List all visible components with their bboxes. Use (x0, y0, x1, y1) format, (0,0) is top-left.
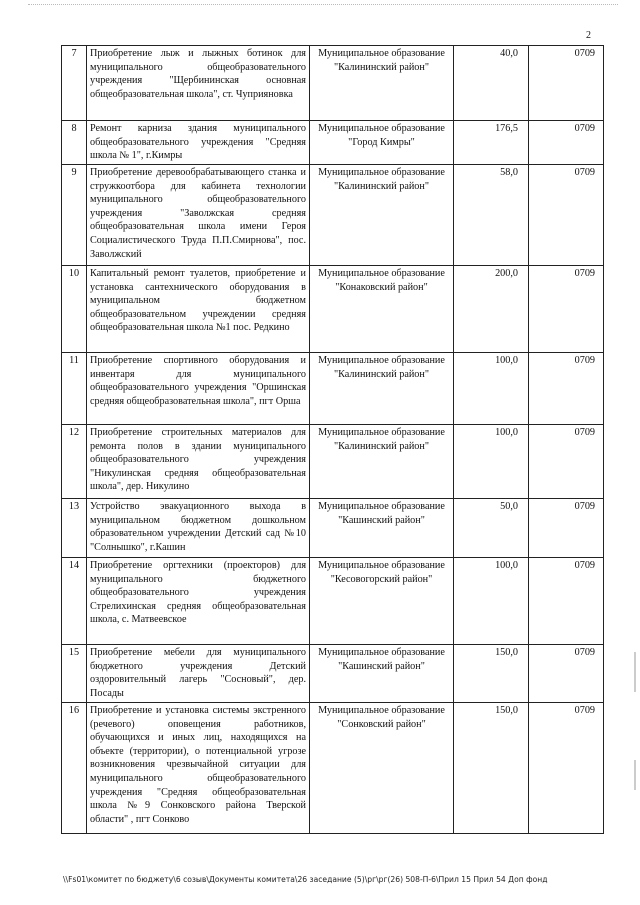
row-code: 0709 (529, 558, 604, 645)
row-number: 9 (62, 165, 87, 266)
table-row (62, 46, 604, 121)
funding-table (61, 45, 604, 834)
row-number: 15 (62, 645, 87, 703)
row-municipality: Муниципальное образование "Калининский район" (310, 353, 454, 425)
scan-noise-right (634, 760, 636, 790)
table-row (62, 558, 604, 645)
row-amount: 100,0 (454, 353, 529, 425)
row-number: 13 (62, 499, 87, 558)
scan-noise-top (28, 4, 618, 7)
row-municipality: Муниципальное образование "Город Кимры" (310, 121, 454, 165)
table-row (62, 165, 604, 266)
row-municipality: Муниципальное образование "Калининский район" (310, 165, 454, 266)
row-number: 10 (62, 266, 87, 353)
row-description: Приобретение строительных материалов для ремонта полов в здании муниципального общеобразовательного учреждения "Никулинская средняя общеобразовательная школа", дер. Никулино (87, 425, 310, 499)
row-code: 0709 (529, 425, 604, 499)
table-row (62, 353, 604, 425)
row-amount: 100,0 (454, 558, 529, 645)
table-row (62, 266, 604, 353)
row-description: Приобретение мебели для муниципального бюджетного учреждения Детский оздоровительный лагерь "Сосновый", дер. Посады (87, 645, 310, 703)
row-number: 11 (62, 353, 87, 425)
row-municipality: Муниципальное образование "Калининский район" (310, 425, 454, 499)
row-amount: 200,0 (454, 266, 529, 353)
row-description: Приобретение оргтехники (проекторов) для муниципального бюджетного общеобразовательного учреждения Стрелихинская средняя общеобразовательная школа, с. Матвеевское (87, 558, 310, 645)
row-code: 0709 (529, 46, 604, 121)
row-number: 14 (62, 558, 87, 645)
row-municipality: Муниципальное образование "Конаковский район" (310, 266, 454, 353)
row-code: 0709 (529, 266, 604, 353)
table-row (62, 499, 604, 558)
table-row (62, 425, 604, 499)
scan-noise-right (634, 652, 636, 692)
row-municipality: Муниципальное образование "Кашинский район" (310, 645, 454, 703)
row-municipality: Муниципальное образование "Калининский район" (310, 46, 454, 121)
row-code: 0709 (529, 703, 604, 834)
file-path-footer: \\Fs01\комитет по бюджету\6 созыв\Документы комитета\26 заседание (5)\рг\рг(26) 508-П-6\Прил 15 Прил 54 Доп фонд (63, 875, 548, 884)
table-row (62, 703, 604, 834)
row-number: 7 (62, 46, 87, 121)
row-code: 0709 (529, 121, 604, 165)
row-number: 8 (62, 121, 87, 165)
row-number: 16 (62, 703, 87, 834)
row-amount: 176,5 (454, 121, 529, 165)
row-amount: 100,0 (454, 425, 529, 499)
page-number: 2 (586, 30, 591, 41)
row-number: 12 (62, 425, 87, 499)
row-code: 0709 (529, 353, 604, 425)
row-municipality: Муниципальное образование "Кесовогорский район" (310, 558, 454, 645)
row-description: Устройство эвакуационного выхода в муниципальном бюджетном дошкольном образовательном учреждении Детский сад №10 "Солнышко", г.Кашин (87, 499, 310, 558)
row-amount: 50,0 (454, 499, 529, 558)
table-row (62, 121, 604, 165)
row-amount: 150,0 (454, 645, 529, 703)
row-description: Ремонт карниза здания муниципального общеобразовательного учреждения "Средняя школа № 1", г.Кимры (87, 121, 310, 165)
row-municipality: Муниципальное образование "Кашинский район" (310, 499, 454, 558)
row-code: 0709 (529, 165, 604, 266)
row-description: Приобретение спортивного оборудования и инвентаря для муниципального общеобразовательного учреждения "Оршинская средняя общеобразовательная школа", пгт Орша (87, 353, 310, 425)
row-code: 0709 (529, 499, 604, 558)
row-description: Капитальный ремонт туалетов, приобретение и установка сантехнического оборудования в муниципальном бюджетном общеобразовательном учреждении средняя общеобразовательная школа №1 пос. Редкино (87, 266, 310, 353)
row-municipality: Муниципальное образование "Сонковский район" (310, 703, 454, 834)
row-amount: 150,0 (454, 703, 529, 834)
row-description: Приобретение и установка системы экстренного (речевого) оповещения работников, обучающихся и иных лиц, находящихся на объекте (территории), о потенциальной угрозе возникновения чрезвычайной ситуации для муниципального общеобразовательного учреждения "Средняя общеобразовательная школа №9 Сонковского района Тверской области" , пгт Сонково (87, 703, 310, 834)
table-row (62, 645, 604, 703)
row-amount: 40,0 (454, 46, 529, 121)
row-description: Приобретение лыж и лыжных ботинок для муниципального общеобразовательного учреждения "Щербининская основная общеобразовательная школа", ст. Чуприяновка (87, 46, 310, 121)
row-amount: 58,0 (454, 165, 529, 266)
row-code: 0709 (529, 645, 604, 703)
row-description: Приобретение деревообрабатывающего станка и стружкоотбора для кабинета технологии муниципального общеобразовательного учреждения "Заволжская средняя общеобразовательная школа имени Героя Социалистического Труда П.П.Смирнова", пос. Заволжский (87, 165, 310, 266)
